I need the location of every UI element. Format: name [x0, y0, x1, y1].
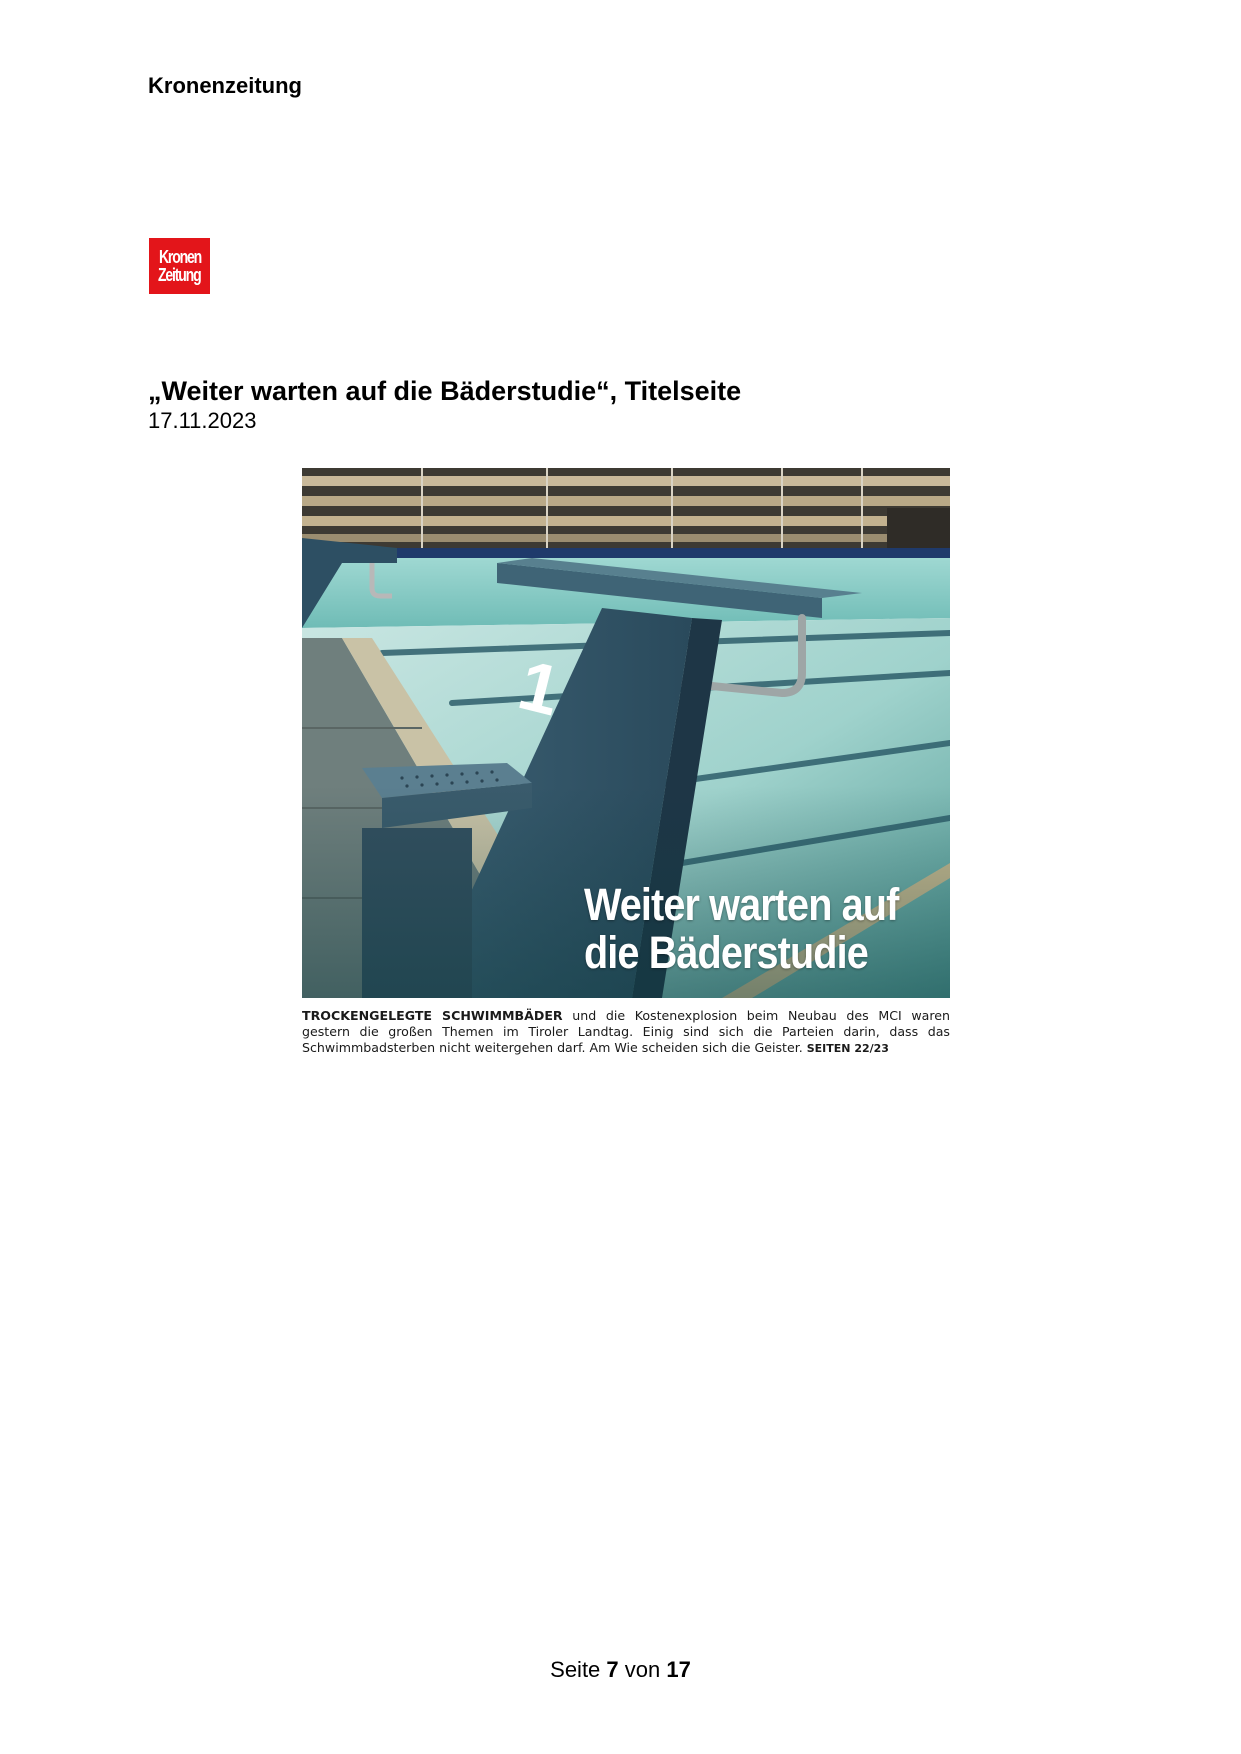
source-name: Kronenzeitung [148, 73, 302, 98]
article-title: „Weiter warten auf die Bäderstudie“, Titelseite [148, 376, 742, 406]
footer-middle: von [618, 1657, 667, 1682]
footer-prefix: Seite [550, 1657, 607, 1682]
caption-lead: TROCKENGELEGTE SCHWIMMBÄDER [302, 1008, 563, 1023]
clipping-headline [584, 881, 898, 977]
logo-line-2: Zeitung [158, 265, 201, 285]
kronen-zeitung-logo [149, 238, 210, 294]
footer-page-number: 7 [606, 1657, 619, 1682]
clipping-caption [302, 1008, 950, 1057]
page-footer [0, 1657, 1241, 1683]
clipping-photo [302, 468, 950, 998]
clipping-headline-line-1: Weiter warten auf [584, 879, 899, 930]
logo-line-1: Kronen [158, 247, 201, 267]
clipping-headline-line-2: die Bäderstudie [584, 927, 868, 978]
footer-total-pages: 17 [666, 1657, 691, 1682]
caption-page-reference: SEITEN 22/23 [806, 1042, 889, 1055]
newspaper-clipping [302, 468, 950, 1057]
caption-body: und die Kostenexplosion beim Neubau des MCI waren gestern die großen Themen im Tiroler Landtag. Einig sind sich die Parteien darin, dass das Schwimmbadsterben nicht weitergehen darf. Am Wie scheiden sich die Geister. [302, 1008, 950, 1055]
article-date: 17.11.2023 [148, 408, 257, 433]
